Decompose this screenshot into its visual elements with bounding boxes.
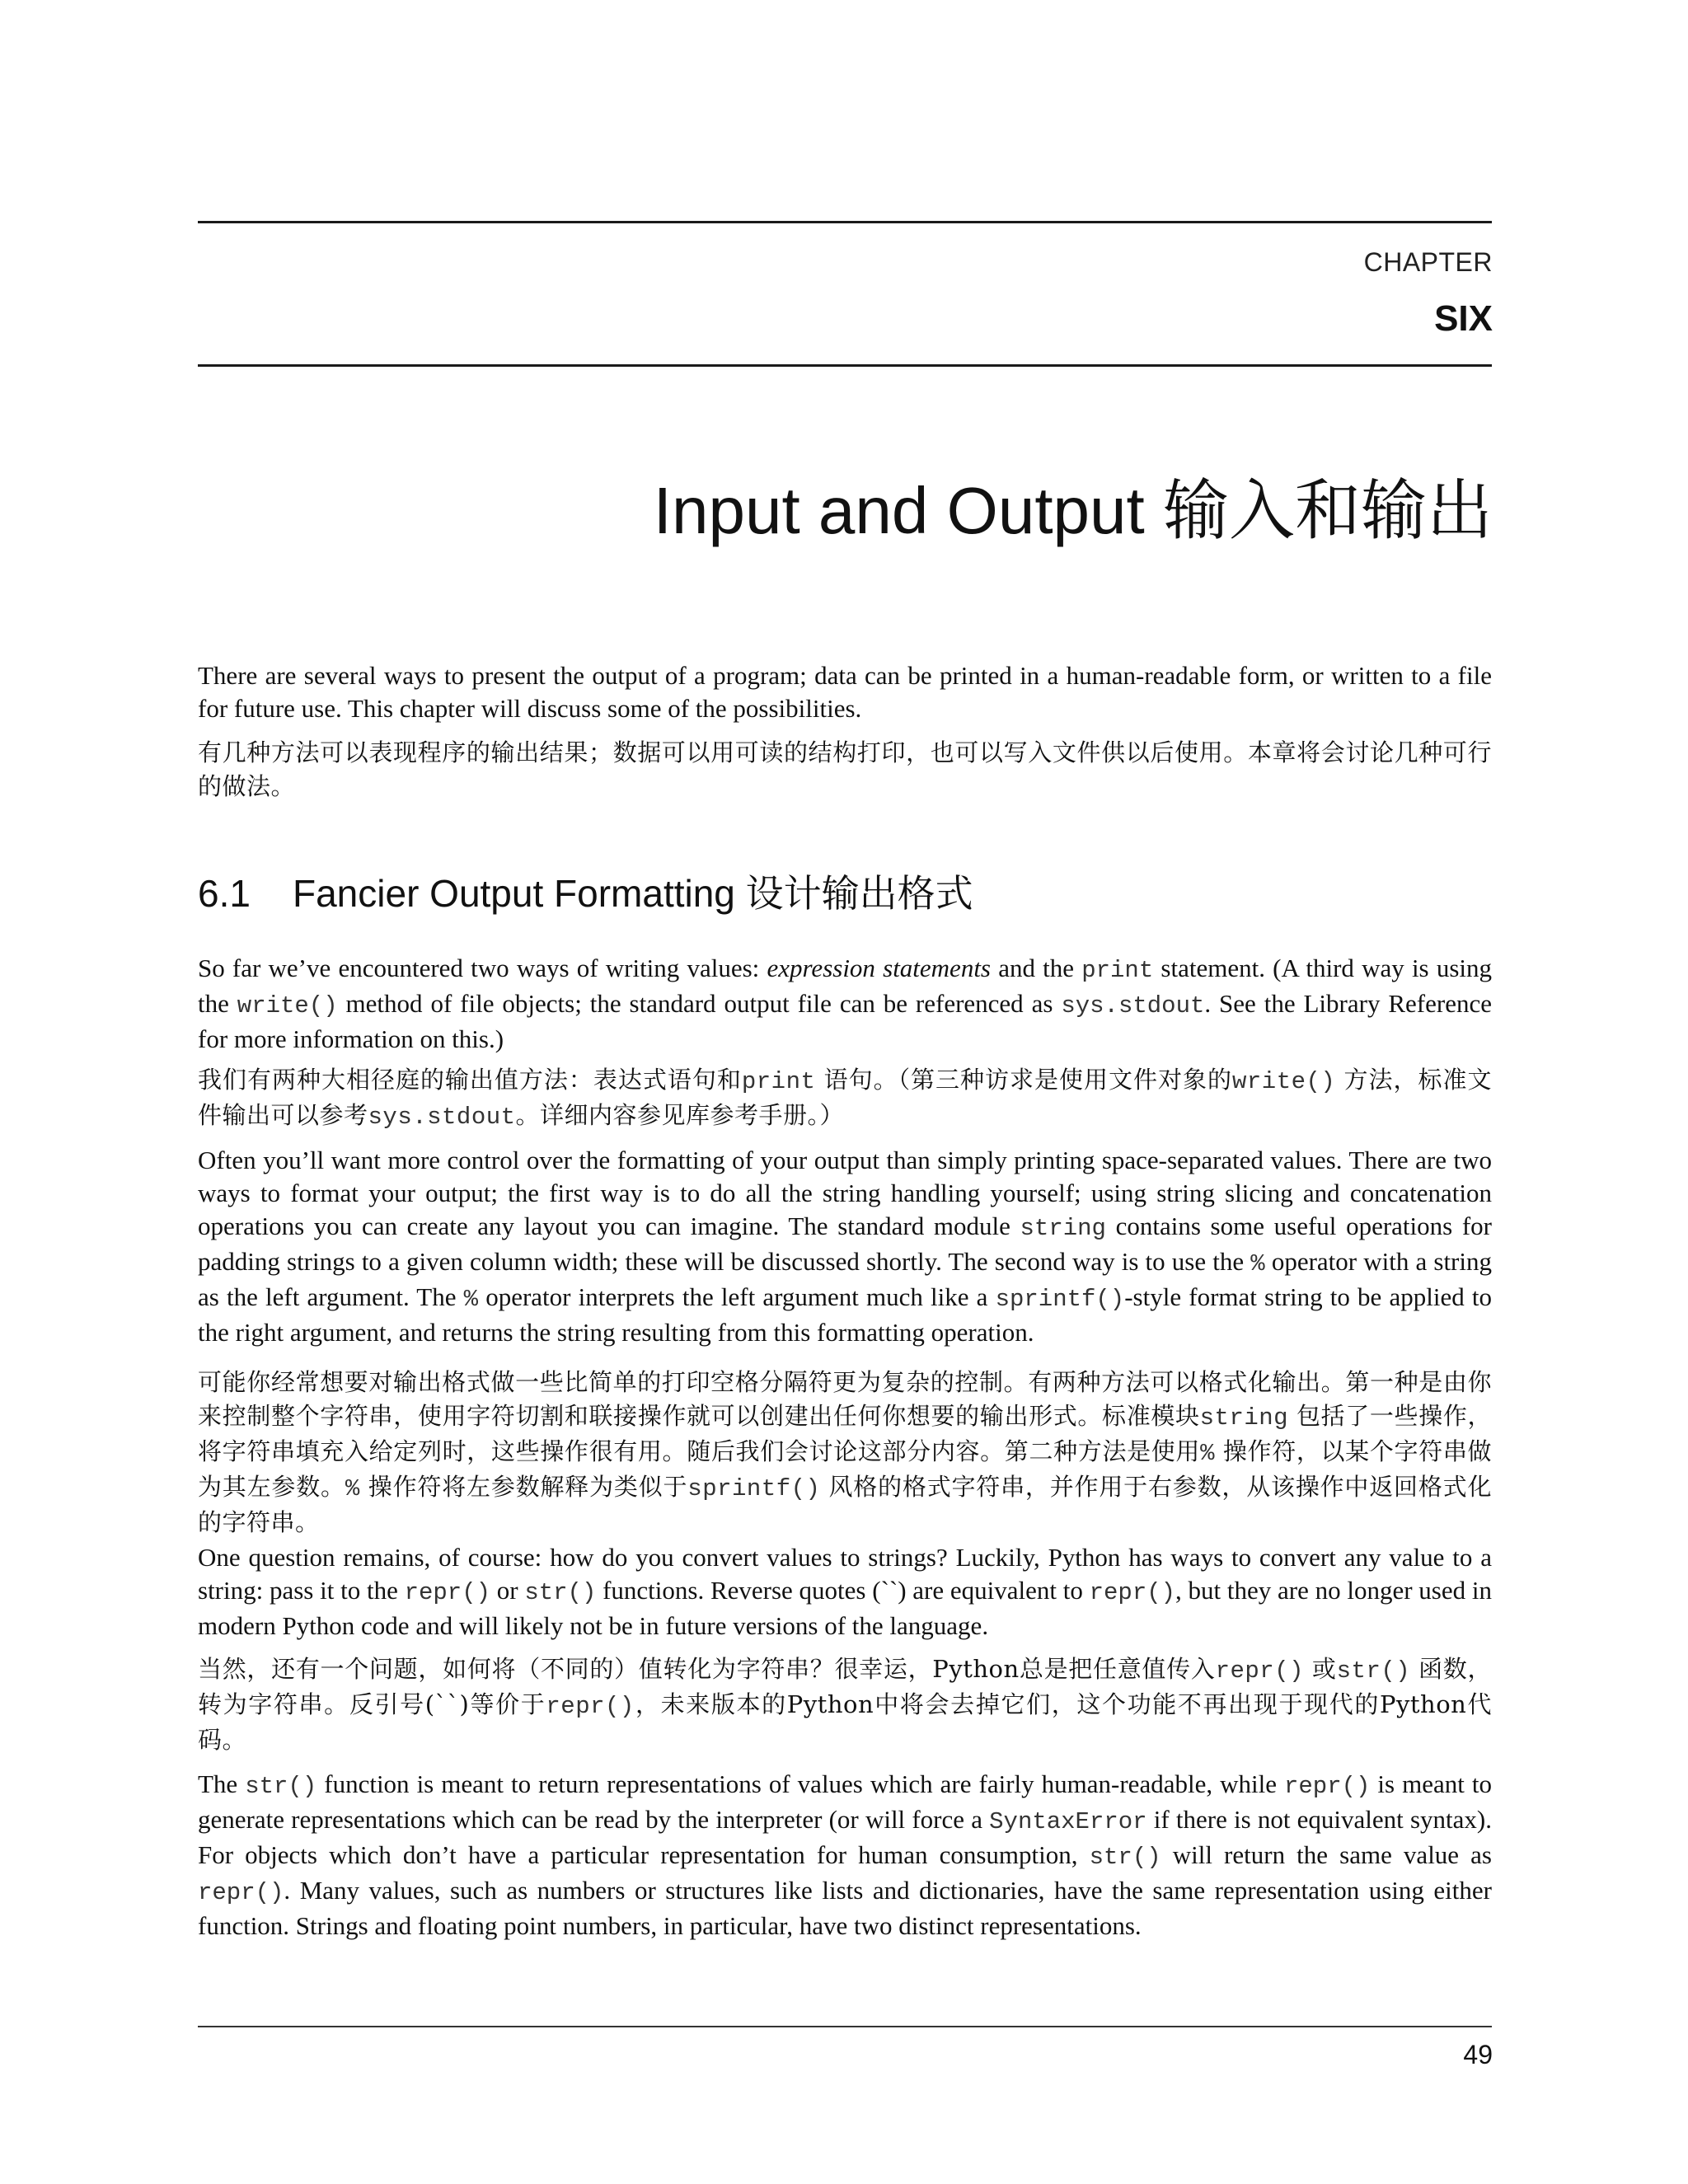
section-title: Fancier Output Formatting 设计输出格式 (293, 872, 973, 915)
code-print: print (1081, 957, 1154, 984)
code-sprintf-zh: sprintf() (687, 1475, 821, 1502)
paragraph-1-block (198, 952, 1492, 1056)
code-repr: repr() (404, 1579, 490, 1606)
paragraph-2-en: Often you’ll want more control over the formatting of your output than simply printing space-separated values. There are two ways to format your output; the first way is to do all the string handling yourself; using string slicing and concatenation operations you can create any layout you can imagine. The standard module string contains some useful operations for padding strings to a given column width; these will be discussed shortly. The second way is to use the % operator with a string as the left argument. The % operator interprets the left argument much like a sprintf()-style format string to be applied to the right argument, and returns the string resulting from this formatting operation. (198, 1146, 1492, 1347)
paragraph-2-block (198, 1144, 1492, 1349)
code-repr: repr() (1283, 1773, 1371, 1800)
code-repr-zh: repr() (1215, 1657, 1304, 1685)
paragraph-4-en: The str() function is meant to return representations of values which are fairly human-readable, while repr() is meant to generate representations which can be read by the interpreter (or will force a SyntaxError if there is not equivalent syntax). For objects which don’t have a particular representation for human consumption, str() will return the same value as repr(). Many values, such as numbers or structures like lists and dictionaries, have the same representation using either function. Strings and floating point numbers, in particular, have two distinct representations. (198, 1769, 1492, 1940)
paragraph-1-zh: 我们有两种大相径庭的输出值方法：表达式语句和print 语句。（第三种访求是使用文件对象的write() 方法，标准文件输出可以参考sys.stdout。详细内容参见库参考手册。） (198, 1066, 1492, 1131)
chapter-bottom-rule (198, 364, 1492, 367)
code-write: write() (237, 992, 338, 1019)
paragraph-3-zh: 当然，还有一个问题，如何将（不同的）值转化为字符串？很幸运，Python总是把任意值传入repr() 或str() 函数，转为字符串。反引号(``)等价于repr()，未来版本的Python中将会去掉它们，这个功能不再出现于现代的Python代码。 (198, 1655, 1493, 1754)
code-percent-zh: % (1200, 1440, 1215, 1467)
page-number: 49 (1463, 2040, 1493, 2069)
code-string-zh: string (1199, 1404, 1289, 1432)
code-repr: repr() (1089, 1579, 1176, 1606)
intro-paragraph-en: There are several ways to present the output of a program; data can be printed in a human-readable form, or written to a file for future use. This chapter will discuss some of the possibilities. (198, 661, 1492, 723)
paragraph-2-zh: 可能你经常想要对输出格式做一些比简单的打印空格分隔符更为复杂的控制。有两种方法可以格式化输出。第一种是由你来控制整个字符串，使用字符切割和联接操作就可以创建出任何你想要的输出形式。标准模块string 包括了一些操作，将字符串填充入给定列时，这些操作很有用。随后我们会讨论这部分内容。第二种方法是使用% 操作符，以某个字符串做为其左参数。% 操作符将左参数解释为类似于sprintf() 风格的格式字符串，并作用于右参数，从该操作中返回格式化的字符串。 (198, 1368, 1492, 1536)
paragraph-2-zh-block (198, 1366, 1492, 1540)
intro-paragraph-en-block (198, 659, 1492, 725)
code-str: str() (1089, 1844, 1161, 1871)
emphasis-expression-statements: expression statements (767, 954, 991, 982)
paragraph-3-zh-block (198, 1652, 1492, 1757)
paragraph-3-en: One question remains, of course: how do you convert values to strings? Luckily, Python has ways to convert any value to a string: pass it to the repr() or str() functions. Reverse quotes (``) are equivalent to repr(), but they are no longer used in modern Python code and will likely not be in future versions of the language. (198, 1543, 1492, 1640)
section-number: 6.1 (198, 872, 251, 915)
paragraph-1-en: So far we’ve encountered two ways of writing values: expression statements and the print statement. (A third way is using the write() method of file objects; the standard output file can be referenced as sys.stdout. See the Library Reference for more information on this.) (198, 954, 1492, 1053)
code-print-zh: print (741, 1068, 816, 1095)
intro-paragraph-zh-block (198, 736, 1492, 804)
code-percent: % (463, 1286, 479, 1313)
code-str: str() (524, 1579, 597, 1606)
code-percent: % (1250, 1250, 1265, 1277)
code-sys-stdout-zh: sys.stdout (368, 1104, 516, 1131)
chapter-label: CHAPTER (1363, 247, 1493, 277)
code-repr: repr() (198, 1879, 284, 1906)
code-repr-zh: repr() (546, 1693, 635, 1720)
intro-paragraph-zh: 有几种方法可以表现程序的输出结果；数据可以用可读的结构打印，也可以写入文件供以后使用。本章将会讨论几种可行的做法。 (198, 738, 1492, 800)
paragraph-3-block (198, 1541, 1492, 1643)
code-sys-stdout: sys.stdout (1061, 992, 1205, 1019)
section-heading (198, 864, 973, 918)
paragraph-4-block (198, 1768, 1492, 1943)
chapter-title: Input and Output 输入和输出 (653, 474, 1493, 547)
footer-rule (198, 2026, 1492, 2027)
code-percent-zh: % (345, 1475, 360, 1502)
paragraph-1-zh-block (198, 1063, 1492, 1134)
chapter-number: SIX (1434, 298, 1493, 339)
code-syntaxerror: SyntaxError (989, 1808, 1147, 1835)
code-str: str() (245, 1773, 317, 1800)
chapter-top-rule (198, 221, 1492, 223)
code-write-zh: write() (1231, 1068, 1336, 1095)
code-string: string (1020, 1215, 1106, 1242)
code-str-zh: str() (1336, 1657, 1411, 1685)
code-sprintf: sprintf() (995, 1286, 1125, 1313)
